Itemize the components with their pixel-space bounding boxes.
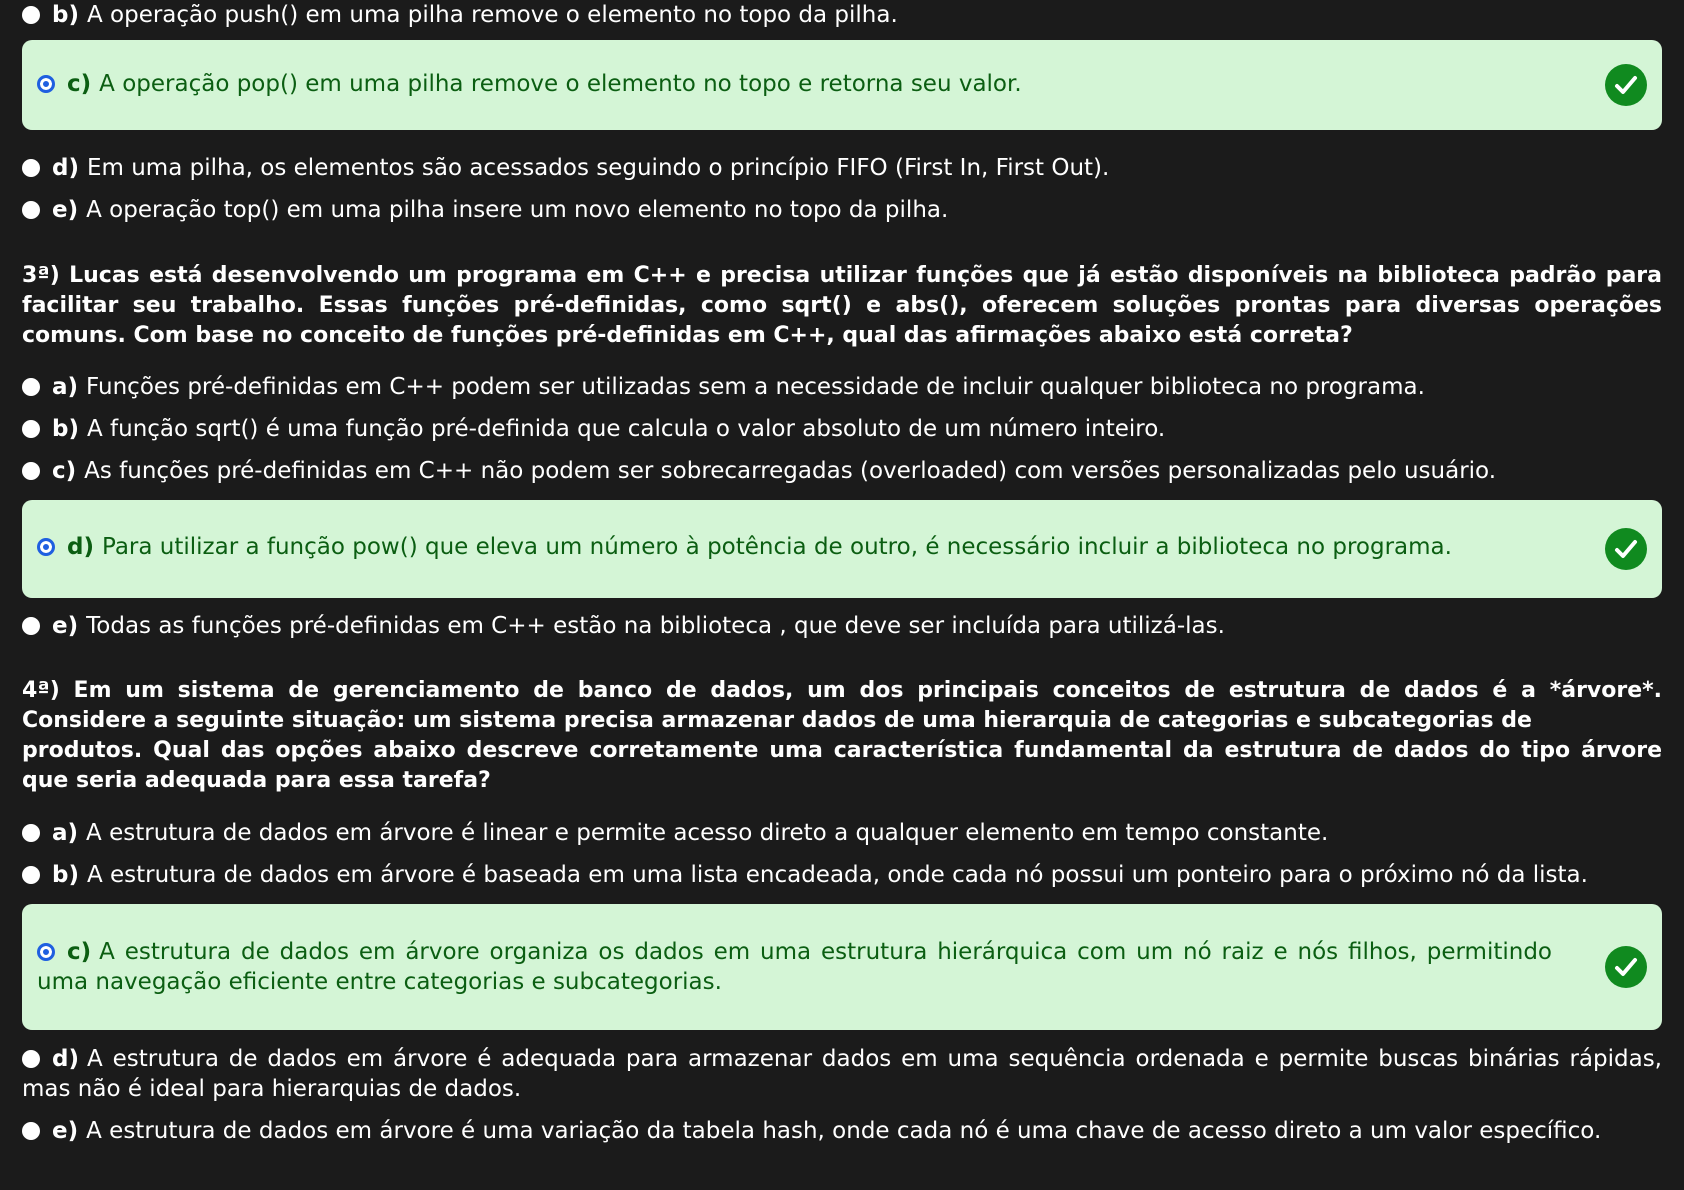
q4-option-c-selected[interactable]: c) A estrutura de dados em árvore organiza os dados em uma estrutura hierárquica com um nó raiz e nós filhos, permitindo uma navegação eficiente entre categorias e subcategorias.: [22, 904, 1662, 1030]
q2-option-e[interactable]: e) A operação top() em uma pilha insere um novo elemento no topo da pilha.: [22, 195, 1662, 225]
q4-option-d[interactable]: d) A estrutura de dados em árvore é adequada para armazenar dados em uma sequência ordenada e permite buscas binárias rápidas, mas não é ideal para hierarquias de dados.: [22, 1046, 1662, 1102]
q4-prompt-line2: produtos. Qual das opções abaixo descreve corretamente uma característica fundamental da estrutura de dados do tipo árvore que seria adequada para essa tarefa?: [22, 738, 1662, 793]
radio-button-icon[interactable]: [22, 617, 40, 635]
radio-button-icon[interactable]: [22, 420, 40, 438]
q2-option-c-selected[interactable]: c) A operação pop() em uma pilha remove o elemento no topo e retorna seu valor.: [22, 40, 1662, 130]
radio-button-icon[interactable]: [22, 378, 40, 396]
q3-option-e[interactable]: e) Todas as funções pré-definidas em C++ estão na biblioteca , que deve ser incluída para utilizá-las.: [22, 611, 1662, 641]
checkmark-circle-icon: [1605, 528, 1647, 570]
radio-button-icon[interactable]: [22, 1050, 40, 1068]
radio-button-icon[interactable]: [22, 201, 40, 219]
checkmark-circle-icon: [1605, 64, 1647, 106]
q3-option-d-selected[interactable]: d) Para utilizar a função pow() que eleva um número à potência de outro, é necessário incluir a biblioteca no programa.: [22, 500, 1662, 598]
radio-button-icon[interactable]: [22, 6, 40, 24]
q4-option-a[interactable]: a) A estrutura de dados em árvore é linear e permite acesso direto a qualquer elemento em tempo constante.: [22, 818, 1662, 848]
radio-button-icon[interactable]: [22, 824, 40, 842]
radio-button-icon[interactable]: [22, 462, 40, 480]
q3-option-c[interactable]: c) As funções pré-definidas em C++ não podem ser sobrecarregadas (overloaded) com versões personalizadas pelo usuário.: [22, 456, 1662, 486]
q3-option-b[interactable]: b) A função sqrt() é uma função pré-definida que calcula o valor absoluto de um número inteiro.: [22, 414, 1662, 444]
q4-option-b[interactable]: b) A estrutura de dados em árvore é baseada em uma lista encadeada, onde cada nó possui um ponteiro para o próximo nó da lista.: [22, 860, 1662, 890]
q3-prompt: 3ª) Lucas está desenvolvendo um programa em C++ e precisa utilizar funções que já estão disponíveis na biblioteca padrão para facilitar seu trabalho. Essas funções pré-definidas, como sqrt() e abs(), oferecem soluções prontas para diversas operações comuns. Com base no conceito de funções pré-definidas em C++, qual das afirmações abaixo está correta?: [22, 263, 1662, 348]
q4-prompt: [22, 676, 1662, 796]
radio-button-icon[interactable]: [22, 159, 40, 177]
radio-button-selected-icon[interactable]: [37, 538, 55, 556]
radio-button-icon[interactable]: [22, 866, 40, 884]
q2-option-b[interactable]: b) A operação push() em uma pilha remove o elemento no topo da pilha.: [22, 0, 1662, 30]
radio-button-selected-icon[interactable]: [37, 943, 55, 961]
radio-button-selected-icon[interactable]: [37, 75, 55, 93]
checkmark-circle-icon: [1605, 946, 1647, 988]
radio-button-icon[interactable]: [22, 1122, 40, 1140]
q3-option-a[interactable]: a) Funções pré-definidas em C++ podem ser utilizadas sem a necessidade de incluir qualquer biblioteca no programa.: [22, 372, 1662, 402]
q2-option-d[interactable]: d) Em uma pilha, os elementos são acessados seguindo o princípio FIFO (First In, First Out).: [22, 153, 1662, 183]
q4-prompt-line1: 4ª) Em um sistema de gerenciamento de banco de dados, um dos principais conceitos de estrutura de dados é a *árvore*. Considere a seguinte situação: um sistema precisa armazenar dados de uma hierarquia de categorias e subcategorias de: [22, 678, 1662, 733]
q4-option-e[interactable]: e) A estrutura de dados em árvore é uma variação da tabela hash, onde cada nó é uma chave de acesso direto a um valor específico.: [22, 1116, 1662, 1146]
